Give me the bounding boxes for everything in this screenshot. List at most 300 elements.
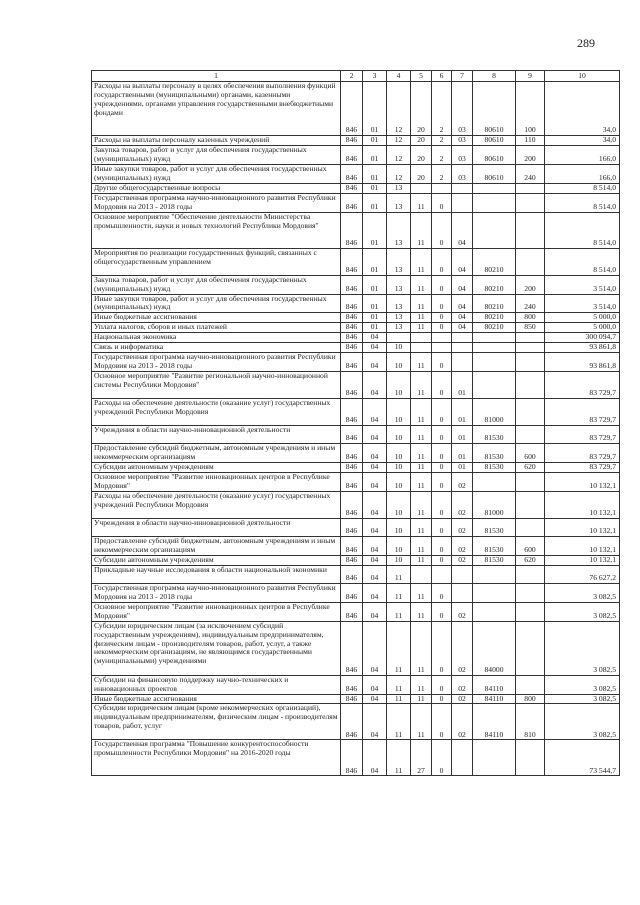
row-code-cell: 04 (363, 621, 387, 675)
row-name-cell: Субсидии автономным учреждениям (92, 463, 341, 473)
row-code-cell: 846 (341, 444, 363, 463)
row-code-cell: 0 (432, 426, 452, 444)
row-code-cell (516, 473, 545, 492)
row-code-cell (411, 333, 432, 343)
row-name-cell: Основное мероприятие "Развитие инновационных центров в Республике Мордовия" (92, 602, 341, 621)
row-code-cell: 81530 (473, 463, 516, 473)
row-code-cell: 10 (387, 444, 411, 463)
row-amount-cell: 166,0 (545, 164, 620, 183)
row-code-cell: 0 (432, 740, 452, 776)
row-amount-cell: 93 861,8 (545, 343, 620, 353)
row-code-cell: 04 (363, 426, 387, 444)
row-code-cell: 846 (341, 193, 363, 212)
row-code-cell (516, 426, 545, 444)
row-name-cell: Расходы на выплаты персоналу в целях обеспечения выполнения функций государственными (муниципальными) органами, казенными учреждениями, органами управления государственными внебюджетными фондами (92, 82, 341, 136)
table-row (92, 333, 620, 343)
row-code-cell (452, 333, 473, 343)
row-code-cell: 02 (452, 536, 473, 555)
row-code-cell: 800 (516, 313, 545, 323)
table-row (92, 193, 620, 212)
row-code-cell: 04 (452, 275, 473, 294)
row-name-cell: Субсидии юридическим лицам (за исключением субсидий государственным учреждениям), индивидуальным предпринимателям, физическим лицам - производителям товаров, работ, услуг, а также некоммерческим организациям, не являющимся государственными (муниципальными) учреждениями (92, 621, 341, 675)
row-code-cell: 01 (363, 183, 387, 193)
row-code-cell: 846 (341, 704, 363, 740)
row-code-cell: 11 (411, 602, 432, 621)
row-code-cell: 02 (452, 555, 473, 565)
row-name-cell: Субсидии автономным учреждениям (92, 555, 341, 565)
row-code-cell: 240 (516, 164, 545, 183)
row-code-cell: 0 (432, 518, 452, 536)
row-amount-cell: 73 544,7 (545, 740, 620, 776)
row-code-cell: 110 (516, 136, 545, 146)
row-code-cell: 20 (411, 82, 432, 136)
row-code-cell: 11 (411, 372, 432, 399)
row-code-cell: 846 (341, 463, 363, 473)
row-code-cell: 100 (516, 82, 545, 136)
row-code-cell: 01 (363, 323, 387, 333)
row-code-cell (516, 675, 545, 694)
row-code-cell: 846 (341, 353, 363, 372)
row-code-cell (473, 333, 516, 343)
row-code-cell (411, 565, 432, 583)
row-code-cell (516, 248, 545, 275)
table-row (92, 275, 620, 294)
row-code-cell: 10 (387, 463, 411, 473)
row-code-cell: 04 (363, 536, 387, 555)
table-row (92, 313, 620, 323)
row-code-cell: 11 (411, 353, 432, 372)
row-code-cell: 846 (341, 313, 363, 323)
row-code-cell: 846 (341, 602, 363, 621)
row-code-cell: 0 (432, 694, 452, 704)
row-code-cell: 01 (452, 399, 473, 426)
row-code-cell: 0 (432, 248, 452, 275)
row-code-cell: 846 (341, 426, 363, 444)
row-code-cell: 846 (341, 323, 363, 333)
row-code-cell: 04 (363, 473, 387, 492)
row-code-cell (516, 621, 545, 675)
row-amount-cell: 34,0 (545, 82, 620, 136)
row-code-cell (516, 491, 545, 518)
row-amount-cell: 8 514,0 (545, 212, 620, 248)
row-code-cell: 04 (363, 444, 387, 463)
table-row (92, 491, 620, 518)
row-code-cell: 11 (411, 193, 432, 212)
column-header-5: 5 (411, 71, 432, 82)
row-amount-cell: 300 094,7 (545, 333, 620, 343)
table-row (92, 294, 620, 313)
budget-table (91, 70, 620, 776)
row-code-cell: 846 (341, 343, 363, 353)
row-code-cell: 10 (387, 491, 411, 518)
row-code-cell: 11 (411, 555, 432, 565)
row-name-cell: Учреждения в области научно-инновационной деятельности (92, 518, 341, 536)
row-code-cell: 846 (341, 275, 363, 294)
header-row (92, 71, 620, 82)
row-code-cell (516, 193, 545, 212)
row-code-cell: 27 (411, 740, 432, 776)
row-name-cell: Учреждения в области научно-инновационной деятельности (92, 426, 341, 444)
row-code-cell (387, 333, 411, 343)
row-name-cell: Расходы на выплаты персоналу казенных учреждений (92, 136, 341, 146)
row-code-cell: 04 (363, 491, 387, 518)
row-code-cell: 03 (452, 136, 473, 146)
row-amount-cell: 3 082,5 (545, 704, 620, 740)
row-code-cell: 13 (387, 275, 411, 294)
row-code-cell: 200 (516, 145, 545, 164)
row-code-cell (516, 602, 545, 621)
row-code-cell: 2 (432, 136, 452, 146)
row-code-cell: 240 (516, 294, 545, 313)
row-code-cell: 0 (432, 675, 452, 694)
row-code-cell: 01 (363, 248, 387, 275)
row-code-cell: 0 (432, 473, 452, 492)
row-code-cell: 11 (387, 740, 411, 776)
row-code-cell: 04 (363, 333, 387, 343)
row-amount-cell: 83 729,7 (545, 399, 620, 426)
row-code-cell: 84000 (473, 621, 516, 675)
table-row (92, 518, 620, 536)
row-code-cell: 620 (516, 463, 545, 473)
row-code-cell: 846 (341, 675, 363, 694)
row-code-cell: 200 (516, 275, 545, 294)
row-amount-cell: 76 627,2 (545, 565, 620, 583)
row-code-cell: 03 (452, 164, 473, 183)
row-code-cell (516, 518, 545, 536)
row-code-cell (516, 333, 545, 343)
table-row (92, 704, 620, 740)
table-row (92, 473, 620, 492)
row-code-cell: 20 (411, 136, 432, 146)
row-code-cell: 846 (341, 518, 363, 536)
table-row (92, 343, 620, 353)
row-code-cell: 11 (411, 212, 432, 248)
row-name-cell: Расходы на обеспечение деятельности (оказание услуг) государственных учреждений Республики Мордовия (92, 491, 341, 518)
row-code-cell: 01 (363, 313, 387, 323)
row-code-cell: 11 (411, 294, 432, 313)
row-code-cell: 11 (411, 583, 432, 602)
row-amount-cell: 10 132,1 (545, 555, 620, 565)
row-amount-cell: 83 729,7 (545, 444, 620, 463)
row-code-cell: 11 (411, 426, 432, 444)
row-code-cell: 0 (432, 704, 452, 740)
column-header-10: 10 (545, 71, 620, 82)
row-name-cell: Уплата налогов, сборов и иных платежей (92, 323, 341, 333)
table-row (92, 372, 620, 399)
row-code-cell: 13 (387, 248, 411, 275)
row-code-cell: 10 (387, 426, 411, 444)
row-code-cell: 846 (341, 583, 363, 602)
row-code-cell: 02 (452, 621, 473, 675)
row-code-cell (516, 565, 545, 583)
row-code-cell: 02 (452, 675, 473, 694)
row-code-cell: 11 (387, 565, 411, 583)
row-code-cell: 04 (363, 555, 387, 565)
row-code-cell: 20 (411, 145, 432, 164)
row-code-cell: 846 (341, 82, 363, 136)
row-code-cell: 11 (387, 602, 411, 621)
row-code-cell: 80610 (473, 136, 516, 146)
row-code-cell (473, 212, 516, 248)
row-code-cell (452, 353, 473, 372)
row-code-cell: 13 (387, 323, 411, 333)
row-amount-cell: 10 132,1 (545, 473, 620, 492)
row-code-cell: 01 (452, 372, 473, 399)
row-code-cell: 04 (363, 675, 387, 694)
row-code-cell: 11 (411, 275, 432, 294)
row-amount-cell: 8 514,0 (545, 183, 620, 193)
row-code-cell: 0 (432, 212, 452, 248)
row-code-cell: 04 (363, 353, 387, 372)
row-name-cell: Расходы на обеспечение деятельности (оказание услуг) государственных учреждений Республики Мордовия (92, 399, 341, 426)
row-code-cell: 01 (363, 82, 387, 136)
row-amount-cell: 3 082,5 (545, 583, 620, 602)
row-name-cell: Предоставление субсидий бюджетным, автономным учреждениям и иным некоммерческим организациям (92, 536, 341, 555)
row-code-cell: 80210 (473, 313, 516, 323)
row-code-cell: 846 (341, 183, 363, 193)
row-code-cell: 846 (341, 399, 363, 426)
row-code-cell (473, 353, 516, 372)
row-code-cell (473, 565, 516, 583)
row-code-cell: 84110 (473, 704, 516, 740)
table-row (92, 602, 620, 621)
row-code-cell: 01 (363, 275, 387, 294)
row-code-cell: 11 (411, 704, 432, 740)
row-name-cell: Связь и информатика (92, 343, 341, 353)
row-code-cell: 10 (387, 353, 411, 372)
row-code-cell (473, 183, 516, 193)
row-code-cell (516, 212, 545, 248)
row-code-cell (411, 183, 432, 193)
row-code-cell (452, 740, 473, 776)
row-code-cell (516, 583, 545, 602)
row-code-cell (432, 183, 452, 193)
row-amount-cell: 83 729,7 (545, 372, 620, 399)
row-code-cell: 11 (411, 621, 432, 675)
row-code-cell: 04 (363, 583, 387, 602)
row-name-cell: Мероприятия по реализации государственных функций, связанных с общегосударственным управлением (92, 248, 341, 275)
row-name-cell: Основное мероприятие "Обеспечение деятельности Министерства промышленности, науки и новых технологий Республики Мордовия" (92, 212, 341, 248)
row-code-cell: 01 (452, 463, 473, 473)
row-code-cell: 0 (432, 444, 452, 463)
row-code-cell: 846 (341, 145, 363, 164)
row-name-cell: Субсидии на финансовую поддержку научно-технических и инновационных проектов (92, 675, 341, 694)
row-name-cell: Другие общегосударственные вопросы (92, 183, 341, 193)
row-code-cell (516, 372, 545, 399)
table-row (92, 145, 620, 164)
row-code-cell: 11 (411, 444, 432, 463)
row-code-cell: 81000 (473, 491, 516, 518)
row-code-cell: 13 (387, 313, 411, 323)
row-code-cell: 81530 (473, 518, 516, 536)
row-name-cell: Прикладные научные исследования в области национальной экономики (92, 565, 341, 583)
row-code-cell: 0 (432, 294, 452, 313)
row-code-cell: 04 (363, 372, 387, 399)
row-code-cell: 0 (432, 463, 452, 473)
row-code-cell: 800 (516, 694, 545, 704)
row-code-cell: 80610 (473, 82, 516, 136)
row-amount-cell: 83 729,7 (545, 426, 620, 444)
row-code-cell: 04 (452, 294, 473, 313)
row-code-cell: 2 (432, 82, 452, 136)
row-code-cell: 02 (452, 704, 473, 740)
row-code-cell: 80210 (473, 323, 516, 333)
row-code-cell: 03 (452, 82, 473, 136)
row-code-cell: 846 (341, 248, 363, 275)
row-amount-cell: 3 082,5 (545, 675, 620, 694)
table-row (92, 399, 620, 426)
row-code-cell: 04 (452, 313, 473, 323)
column-header-2: 2 (341, 71, 363, 82)
row-amount-cell: 3 514,0 (545, 294, 620, 313)
row-amount-cell: 5 000,0 (545, 323, 620, 333)
row-amount-cell: 3 082,5 (545, 621, 620, 675)
row-code-cell: 81530 (473, 555, 516, 565)
row-code-cell: 0 (432, 323, 452, 333)
table-row (92, 353, 620, 372)
table-row (92, 136, 620, 146)
table-body (92, 82, 620, 776)
row-code-cell: 84110 (473, 675, 516, 694)
row-code-cell (473, 193, 516, 212)
row-code-cell: 0 (432, 536, 452, 555)
row-code-cell: 11 (411, 491, 432, 518)
row-code-cell: 846 (341, 740, 363, 776)
row-code-cell: 01 (363, 193, 387, 212)
row-code-cell: 04 (363, 602, 387, 621)
row-code-cell: 11 (411, 323, 432, 333)
table-row (92, 164, 620, 183)
row-code-cell: 10 (387, 372, 411, 399)
row-code-cell (516, 353, 545, 372)
row-code-cell: 10 (387, 518, 411, 536)
row-code-cell: 04 (363, 694, 387, 704)
row-code-cell: 10 (387, 473, 411, 492)
table-row (92, 621, 620, 675)
row-code-cell: 80210 (473, 248, 516, 275)
table-row (92, 740, 620, 776)
row-code-cell: 810 (516, 704, 545, 740)
row-code-cell: 04 (363, 565, 387, 583)
row-amount-cell: 3 082,5 (545, 694, 620, 704)
row-code-cell: 01 (363, 145, 387, 164)
row-code-cell: 11 (411, 463, 432, 473)
row-code-cell: 846 (341, 694, 363, 704)
row-amount-cell: 166,0 (545, 145, 620, 164)
row-code-cell: 20 (411, 164, 432, 183)
row-code-cell: 13 (387, 183, 411, 193)
row-code-cell: 0 (432, 491, 452, 518)
row-code-cell: 846 (341, 473, 363, 492)
row-code-cell: 10 (387, 343, 411, 353)
row-code-cell: 846 (341, 136, 363, 146)
table-row (92, 694, 620, 704)
row-name-cell: Предоставление субсидий бюджетным, автономным учреждениям и иным некоммерческим организациям (92, 444, 341, 463)
row-code-cell: 80210 (473, 275, 516, 294)
column-header-7: 7 (452, 71, 473, 82)
row-code-cell: 11 (411, 675, 432, 694)
row-code-cell: 0 (432, 313, 452, 323)
row-code-cell (452, 193, 473, 212)
row-code-cell (432, 565, 452, 583)
row-code-cell: 11 (387, 675, 411, 694)
row-code-cell: 11 (411, 518, 432, 536)
table-row (92, 248, 620, 275)
row-name-cell: Государственная программа научно-инновационного развития Республики Мордовия на 2013 - 2018 годы (92, 193, 341, 212)
row-code-cell: 10 (387, 555, 411, 565)
row-code-cell: 0 (432, 602, 452, 621)
row-code-cell: 846 (341, 565, 363, 583)
row-code-cell: 01 (452, 426, 473, 444)
row-code-cell: 11 (411, 536, 432, 555)
row-code-cell: 850 (516, 323, 545, 333)
row-code-cell: 846 (341, 372, 363, 399)
row-code-cell: 01 (363, 294, 387, 313)
row-code-cell: 11 (411, 694, 432, 704)
row-code-cell: 01 (363, 212, 387, 248)
row-code-cell (452, 343, 473, 353)
table-row (92, 675, 620, 694)
row-code-cell (473, 343, 516, 353)
row-code-cell: 0 (432, 353, 452, 372)
row-code-cell: 846 (341, 333, 363, 343)
row-code-cell: 81530 (473, 426, 516, 444)
row-name-cell: Субсидии юридическим лицам (кроме некоммерческих организаций), индивидуальным предпринимателям, физическим лицам - производителям товаров, работ, услуг (92, 704, 341, 740)
row-code-cell: 600 (516, 536, 545, 555)
row-code-cell: 11 (411, 248, 432, 275)
table-row (92, 536, 620, 555)
row-name-cell: Государственная программа "Повышение конкурентоспособности промышленности Республики Мордовия" на 2016-2020 годы (92, 740, 341, 776)
row-code-cell (473, 372, 516, 399)
row-code-cell (516, 183, 545, 193)
row-code-cell: 81530 (473, 444, 516, 463)
table-row (92, 555, 620, 565)
row-code-cell: 0 (432, 193, 452, 212)
row-name-cell: Иные закупки товаров, работ и услуг для обеспечения государственных (муниципальных) нужд (92, 164, 341, 183)
row-code-cell (432, 343, 452, 353)
row-code-cell: 846 (341, 491, 363, 518)
row-code-cell: 02 (452, 491, 473, 518)
row-code-cell: 80610 (473, 164, 516, 183)
row-code-cell: 04 (363, 518, 387, 536)
row-name-cell: Закупка товаров, работ и услуг для обеспечения государственных (муниципальных) нужд (92, 275, 341, 294)
row-name-cell: Иные бюджетные ассигнования (92, 313, 341, 323)
row-amount-cell: 10 132,1 (545, 536, 620, 555)
row-amount-cell: 83 729,7 (545, 463, 620, 473)
row-code-cell: 04 (452, 248, 473, 275)
row-code-cell (473, 473, 516, 492)
row-name-cell: Основное мероприятие "Развитие региональной научно-инновационной системы Республики Мордовия" (92, 372, 341, 399)
row-name-cell: Иные бюджетные ассигнования (92, 694, 341, 704)
row-code-cell: 11 (411, 473, 432, 492)
row-code-cell: 03 (452, 145, 473, 164)
row-code-cell (516, 343, 545, 353)
row-code-cell (432, 333, 452, 343)
column-header-9: 9 (516, 71, 545, 82)
row-name-cell: Национальная экономика (92, 333, 341, 343)
row-amount-cell: 93 861,8 (545, 353, 620, 372)
row-code-cell: 04 (363, 399, 387, 426)
row-code-cell: 11 (387, 583, 411, 602)
row-code-cell: 0 (432, 583, 452, 602)
row-code-cell: 11 (411, 399, 432, 426)
row-amount-cell: 10 132,1 (545, 491, 620, 518)
row-code-cell: 01 (363, 136, 387, 146)
row-code-cell: 10 (387, 399, 411, 426)
row-code-cell: 02 (452, 518, 473, 536)
row-code-cell (452, 183, 473, 193)
row-code-cell: 0 (432, 372, 452, 399)
